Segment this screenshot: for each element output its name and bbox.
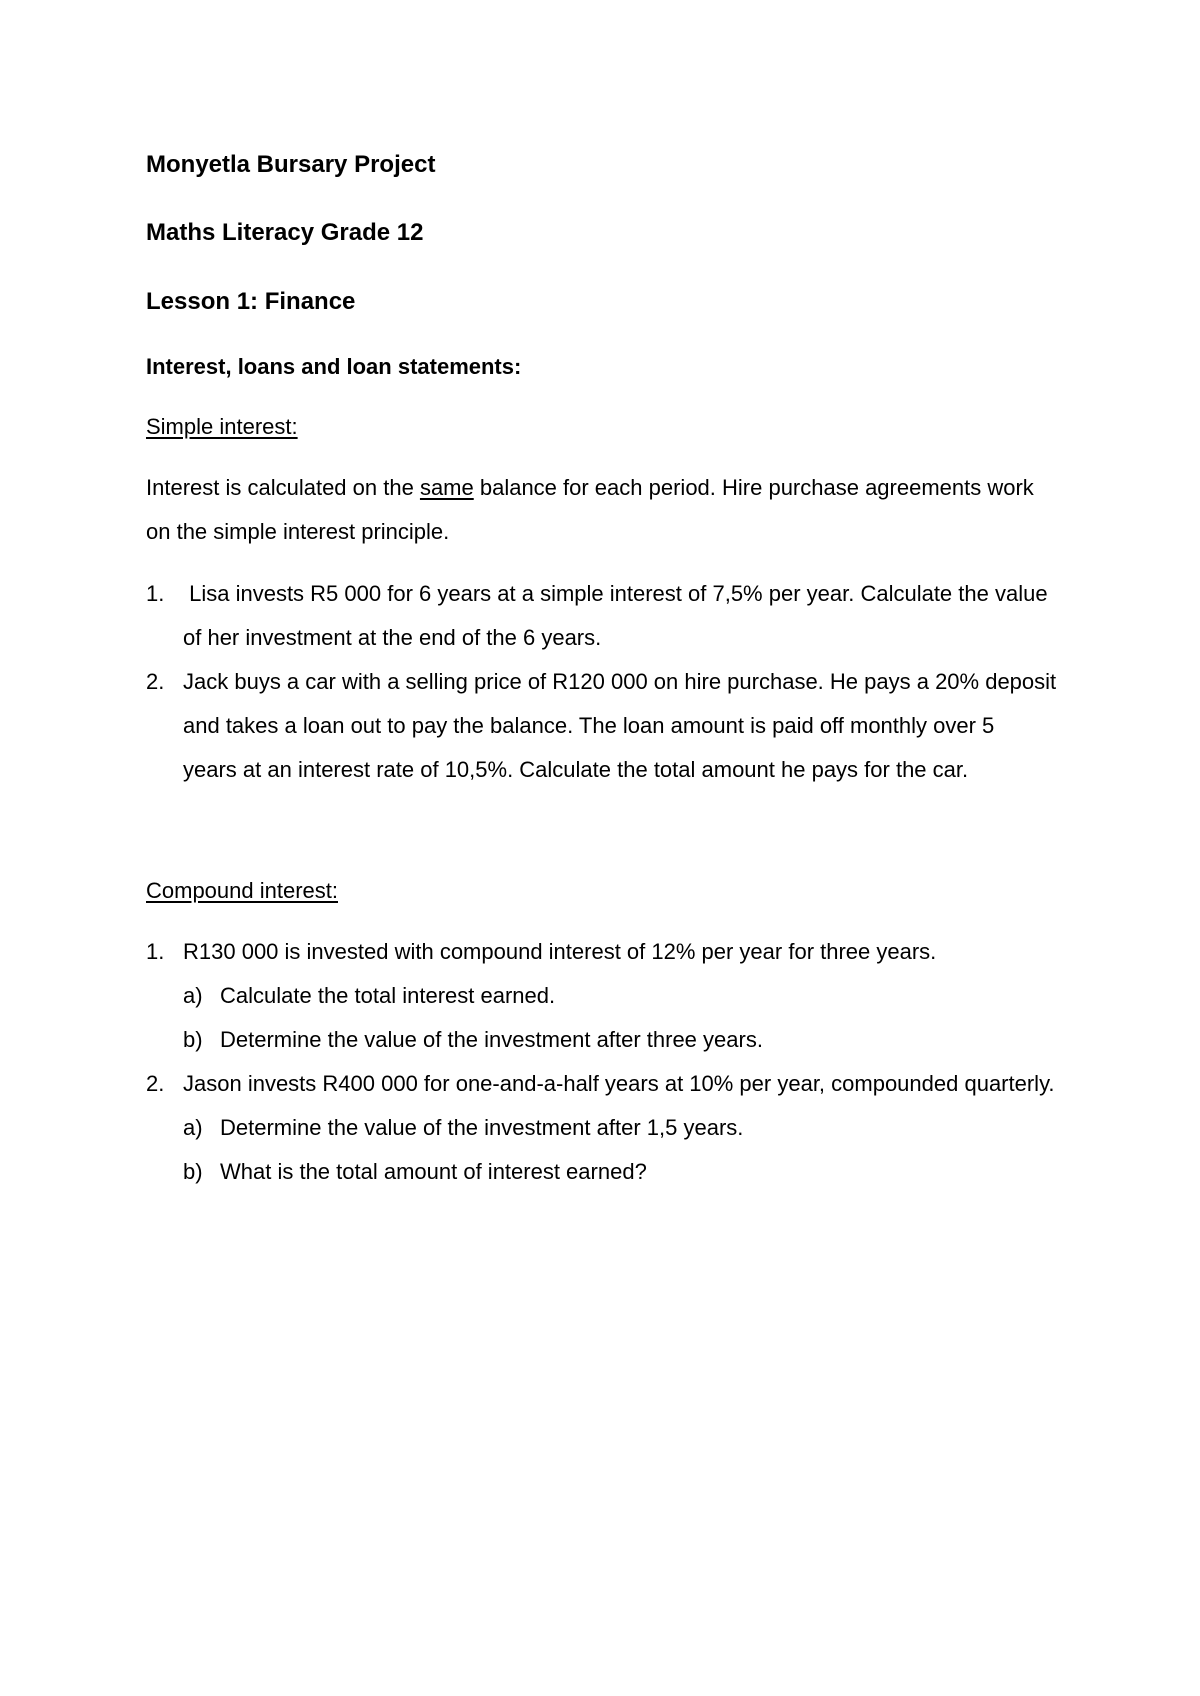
compound-question-1 <box>146 938 936 966</box>
compound-question-2a-label: a) <box>183 1115 203 1140</box>
simple-question-2-number: 2. <box>146 669 165 694</box>
simple-question-1-line2: of her investment at the end of the 6 years. <box>183 625 602 650</box>
compound-question-1b-text: Determine the value of the investment after three years. <box>220 1027 763 1052</box>
compound-question-1a-label: a) <box>183 983 203 1008</box>
compound-question-2a <box>183 1114 743 1142</box>
compound-question-1a <box>183 982 555 1010</box>
simple-question-2-line1 <box>146 668 1056 696</box>
compound-interest-heading: Compound interest: <box>146 878 338 903</box>
simple-question-2-line3: years at an interest rate of 10,5%. Calculate the total amount he pays for the car. <box>183 757 969 782</box>
simple-intro-line1 <box>146 474 1034 502</box>
compound-question-2-number: 2. <box>146 1071 165 1096</box>
simple-interest-heading: Simple interest: <box>146 414 298 439</box>
compound-question-1b <box>183 1026 763 1054</box>
topic-heading: Interest, loans and loan statements: <box>146 354 522 379</box>
simple-question-2-line2: and takes a loan out to pay the balance. The loan amount is paid off monthly over 5 <box>183 713 995 738</box>
simple-question-1-text1: Lisa invests R5 000 for 6 years at a simple interest of 7,5% per year. Calculate the value <box>183 581 1048 606</box>
compound-question-1-text: R130 000 is invested with compound interest of 12% per year for three years. <box>183 939 937 964</box>
simple-question-1-line1 <box>146 580 1048 608</box>
simple-intro-line2: on the simple interest principle. <box>146 519 450 544</box>
compound-question-2 <box>146 1070 1055 1098</box>
simple-intro-emphasis: same <box>419 475 474 500</box>
simple-question-1-number: 1. <box>146 581 165 606</box>
lesson-title: Lesson 1: Finance <box>146 288 356 315</box>
compound-question-1a-text: Calculate the total interest earned. <box>220 983 556 1008</box>
compound-question-2-text: Jason invests R400 000 for one-and-a-half years at 10% per year, compounded quarterly. <box>183 1071 1055 1096</box>
compound-question-2b <box>183 1158 647 1186</box>
compound-question-2a-text: Determine the value of the investment after 1,5 years. <box>220 1115 744 1140</box>
compound-question-1b-label: b) <box>183 1027 203 1052</box>
compound-question-2b-text: What is the total amount of interest earned? <box>220 1159 647 1184</box>
document-subtitle: Maths Literacy Grade 12 <box>146 219 424 246</box>
simple-intro-after: balance for each period. Hire purchase agreements work <box>473 475 1034 500</box>
document-title: Monyetla Bursary Project <box>146 151 436 178</box>
compound-question-1-number: 1. <box>146 939 165 964</box>
simple-intro-before: Interest is calculated on the <box>146 475 420 500</box>
simple-question-2-text1: Jack buys a car with a selling price of R120 000 on hire purchase. He pays a 20% deposit <box>183 669 1057 694</box>
compound-question-2b-label: b) <box>183 1159 203 1184</box>
